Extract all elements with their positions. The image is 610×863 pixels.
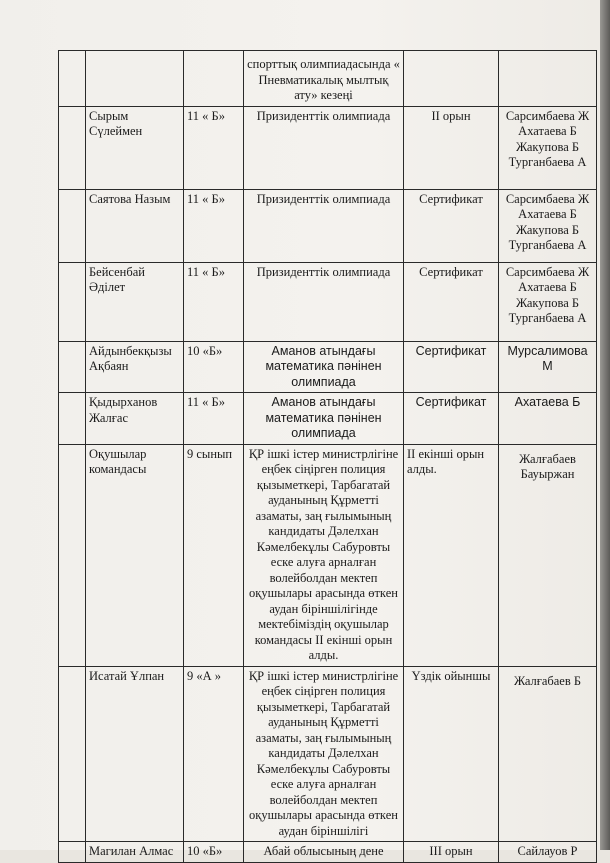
result-cell: II екінші орын алды. bbox=[404, 444, 499, 666]
name-cell: Бейсенбай Әділет bbox=[86, 262, 184, 341]
event-cell: Призиденттік олимпиада bbox=[244, 262, 404, 341]
name-cell: Қыдырханов Жалғас bbox=[86, 393, 184, 445]
grade-cell: 10 «Б» bbox=[184, 341, 244, 393]
grade-cell: 11 « Б» bbox=[184, 189, 244, 262]
table-row bbox=[59, 51, 597, 107]
teacher-cell: Жалғабаев Бауыржан bbox=[499, 444, 597, 666]
event-cell: Призиденттік олимпиада bbox=[244, 106, 404, 189]
teacher-cell: Сарсимбаева Ж Ахатаева Б Жакупова Б Турганбаева А bbox=[499, 189, 597, 262]
event-cell: ҚР ішкі істер министрлігіне еңбек сіңірген полиция қызыметкері, Тарбагатай ауданының Құрметті азаматы, заң ғылымының кандидаты Дәлелхан Кәмелбекұлы Сабуровты еске алуға арналған волейболдан мектеп оқушылары арасында өткен аудан біріншілігінде мектебіміздің оқушылар командасы II екінші орын алды. bbox=[244, 444, 404, 666]
index-cell bbox=[59, 341, 86, 393]
name-cell bbox=[86, 51, 184, 107]
index-cell bbox=[59, 106, 86, 189]
table-row bbox=[59, 341, 597, 393]
grade-cell: 9 «А » bbox=[184, 666, 244, 842]
name-cell: Исатай Ұлпан bbox=[86, 666, 184, 842]
grade-cell: 11 « Б» bbox=[184, 262, 244, 341]
teacher-cell: Ахатаева Б bbox=[499, 393, 597, 445]
grade-cell: 10 «Б» bbox=[184, 842, 244, 863]
event-cell: спорттық олимпиадасында « Пневматикалық мылтық ату» кезеңі bbox=[244, 51, 404, 107]
table-row bbox=[59, 666, 597, 842]
name-cell: Магилан Алмас bbox=[86, 842, 184, 863]
table-row bbox=[59, 262, 597, 341]
name-cell: Сырым Сүлеймен bbox=[86, 106, 184, 189]
result-cell: Сертификат bbox=[404, 262, 499, 341]
teacher-cell bbox=[499, 51, 597, 107]
table-row bbox=[59, 393, 597, 445]
index-cell bbox=[59, 189, 86, 262]
teacher-cell: Жалғабаев Б bbox=[499, 666, 597, 842]
index-cell bbox=[59, 262, 86, 341]
teacher-cell: Сарсимбаева Ж Ахатаева Б Жакупова Б Турганбаева А bbox=[499, 262, 597, 341]
index-cell bbox=[59, 393, 86, 445]
grade-cell bbox=[184, 51, 244, 107]
result-cell: III орын bbox=[404, 842, 499, 863]
result-cell: Сертификат bbox=[404, 393, 499, 445]
table-row bbox=[59, 189, 597, 262]
grade-cell: 11 « Б» bbox=[184, 106, 244, 189]
index-cell bbox=[59, 444, 86, 666]
result-cell: II орын bbox=[404, 106, 499, 189]
event-cell: Аманов атындағы математика пәнінен олимпиада bbox=[244, 341, 404, 393]
event-cell: Призиденттік олимпиада bbox=[244, 189, 404, 262]
teacher-cell: Мурсалимова М bbox=[499, 341, 597, 393]
index-cell bbox=[59, 51, 86, 107]
result-cell bbox=[404, 51, 499, 107]
result-cell: Үздік ойыншы bbox=[404, 666, 499, 842]
event-cell: Абай облысының дене bbox=[244, 842, 404, 863]
grade-cell: 9 сынып bbox=[184, 444, 244, 666]
teacher-cell: Сарсимбаева Ж Ахатаева Б Жакупова Б Турганбаева А bbox=[499, 106, 597, 189]
event-cell: ҚР ішкі істер министрлігіне еңбек сіңірген полиция қызыметкері, Тарбагатай ауданының Құрметті азаматы, заң ғылымының кандидаты Дәлелхан Кәмелбекұлы Сабуровты еске алуға арналған волейболдан мектеп оқушылары арасында өткен аудан біріншілігі bbox=[244, 666, 404, 842]
index-cell bbox=[59, 666, 86, 842]
index-cell bbox=[59, 842, 86, 863]
name-cell: Саятова Назым bbox=[86, 189, 184, 262]
event-cell: Аманов атындағы математика пәнінен олимпиада bbox=[244, 393, 404, 445]
result-cell: Сертификат bbox=[404, 189, 499, 262]
table-row bbox=[59, 106, 597, 189]
name-cell: Оқушылар командасы bbox=[86, 444, 184, 666]
page-edge-shadow bbox=[600, 0, 610, 850]
table-row bbox=[59, 444, 597, 666]
result-cell: Сертификат bbox=[404, 341, 499, 393]
grade-cell: 11 « Б» bbox=[184, 393, 244, 445]
name-cell: Айдынбекқызы Ақбаян bbox=[86, 341, 184, 393]
teacher-cell: Сайлауов Р bbox=[499, 842, 597, 863]
table-row bbox=[59, 842, 597, 863]
results-table bbox=[58, 50, 597, 863]
